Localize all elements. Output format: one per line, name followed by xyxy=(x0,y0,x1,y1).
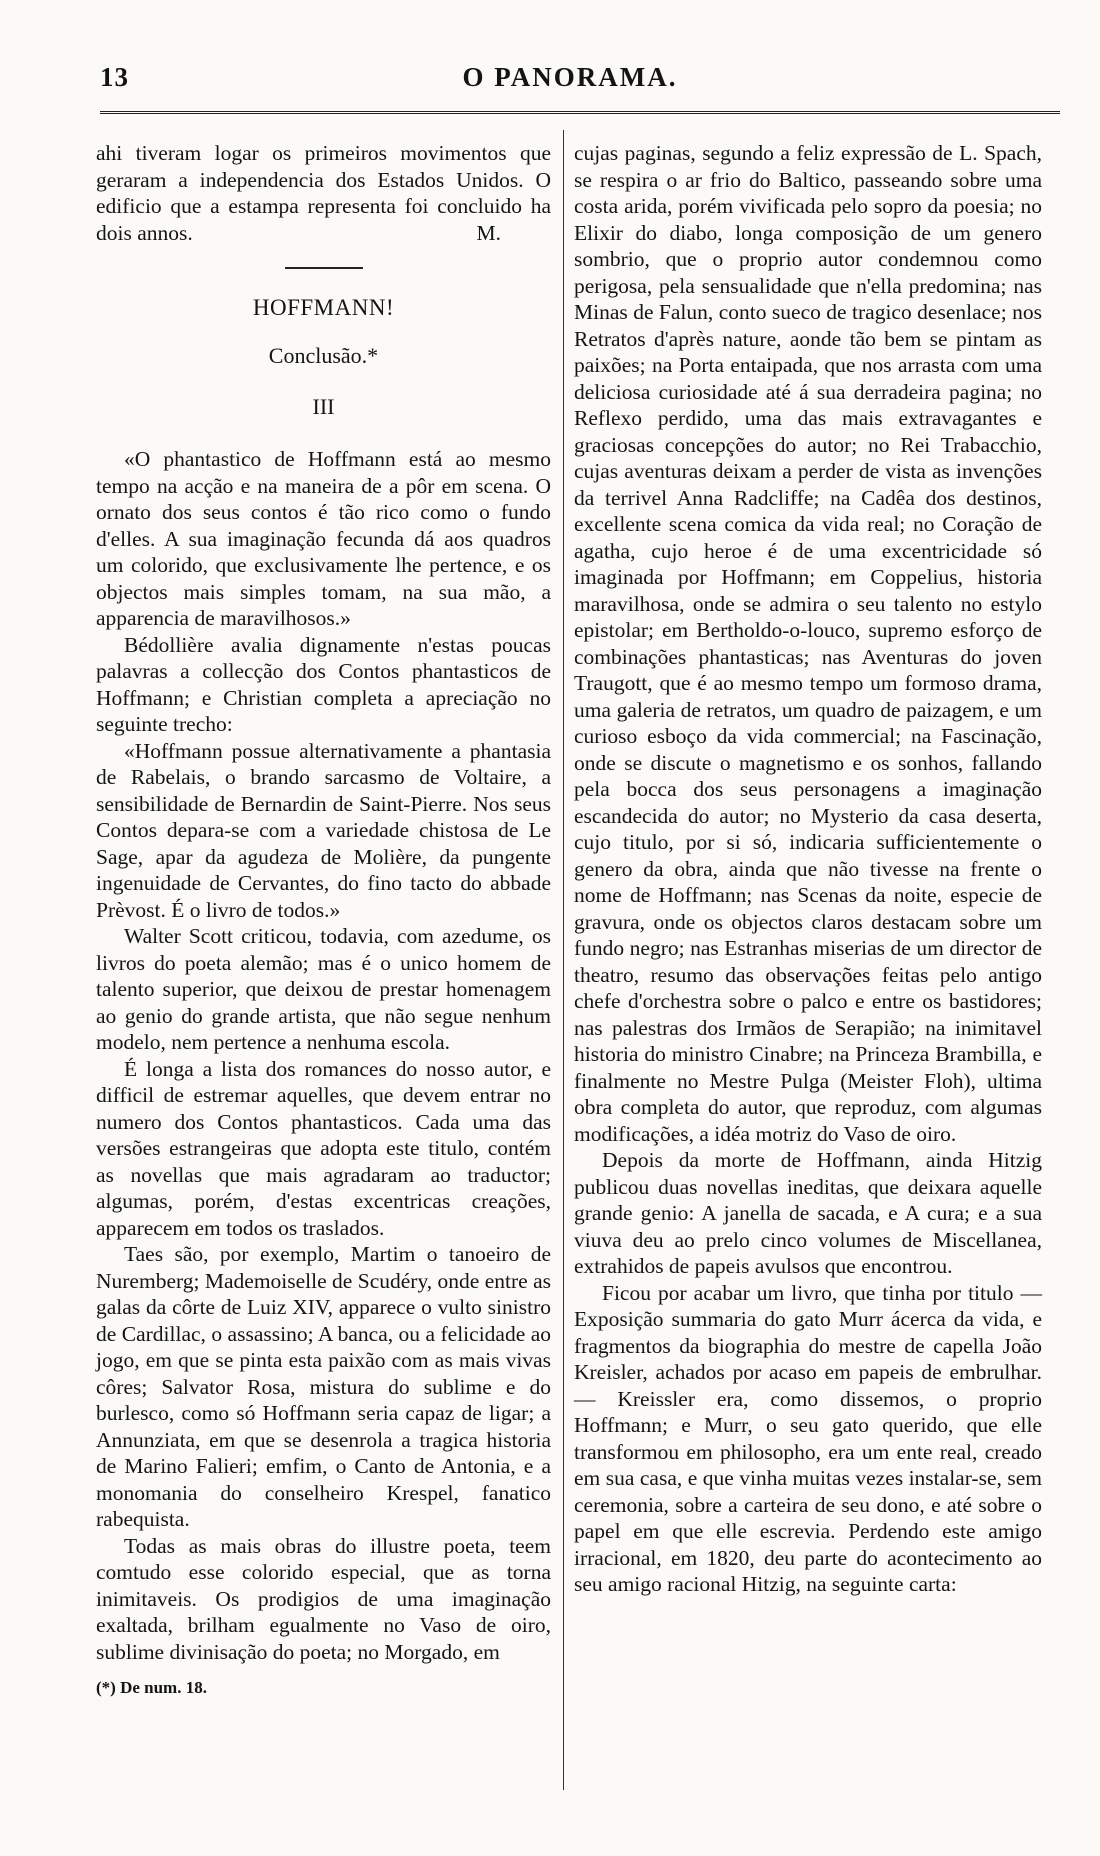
footnote: (*) De num. 18. xyxy=(96,1678,207,1697)
paragraph: Bédollière avalia dignamente n'estas poucas palavras a collecção dos Contos phantasticos de Hoffmann; e Christian completa a apreciação no seguinte trecho: xyxy=(96,632,551,736)
intro-paragraph: ahi tiveram logar os primeiros movimentos que geraram a independencia dos Estados Unidos. O edificio que a estampa representa foi concluido ha dois annos. xyxy=(96,141,551,245)
paragraph: É longa a lista dos romances do nosso autor, e difficil de estremar aquelles, que devem entrar no numero dos Contos phantasticos. Cada uma das versões estrangeiras que adopta este titulo, contém as novellas que mais agradaram ao traductor; algumas, porém, d'estas excentricas creações, apparecem em todos os traslados. xyxy=(96,1056,551,1240)
paragraph: «O phantastico de Hoffmann está ao mesmo tempo na acção e na maneira de a pôr em scena. O ornato dos seus contos é tão rico como o fundo d'elles. A sua imaginação fecunda dá aos quadros um colorido, que exclusivamente lhe pertence, e os objectos mais simples tomam, na sua mão, a apparencia de maravilhosos.» xyxy=(96,447,551,630)
quote-paragraph: «Hoffmann possue alternativamente a phantasia de Rabelais, o brando sarcasmo de Voltaire, a sensibilidade de Bernardin de Saint-Pierre. Nos seus Contos depara-se com a variedade chistosa de Le Sage, apar da agudeza de Molière, da pungente ingenuidade de Cervantes, do fino tacto do abbade Prèvost. É o livro de todos.» xyxy=(96,738,551,922)
article-subtitle: Conclusão.* xyxy=(268,343,379,368)
article-title: HOFFMANN! xyxy=(252,294,395,320)
paragraph: Taes são, por exemplo, Martim o tanoeiro de Nuremberg; Mademoiselle de Scudéry, onde entre as galas da côrte de Luiz XIV, apparece o vulto sinistro de Cardillac, o assassino; A banca, ou a felicidade ao jogo, em que se pinta esta paixão com as mais vivas côres; Salvator Rosa, mistura do sublime e do burlesco, como só Hoffmann seria capaz de ligar; a Annunziata, em que se desenrola a tragica historia de Marino Falieri; emfim, o Canto de Antonia, e a monomania do conselheiro Krespel, fanatico rabequista. xyxy=(96,1242,551,1531)
paragraph: Todas as mais obras do illustre poeta, teem comtudo esse colorido especial, que as torna inimitaveis. Os prodigios de uma imaginação exaltada, brilham egualmente no Vaso de oiro, sublime divinisação do poeta; no Morgado, em xyxy=(96,1533,551,1664)
page-number: 13 xyxy=(100,62,129,92)
header-rule xyxy=(100,111,1060,114)
paragraph: Walter Scott criticou, todavia, com azedume, os livros do poeta alemão; mas é o unico homem de talento superior, que deixou de prestar homenagem ao genio do grande artista, que não segue nenhum modelo, nem pertence a nenhuma escola. xyxy=(96,924,551,1054)
paragraph: Depois da morte de Hoffmann, ainda Hitzig publicou duas novellas ineditas, que deixara aquelle grande genio: A janella de sacada, e A cura; e a sua viuva deu ao prelo cinco volumes de Miscellanea, extrahidos de papeis avulsos que encontrou. xyxy=(574,1148,1042,1278)
right-column xyxy=(574,140,1042,1598)
left-column xyxy=(96,140,551,1702)
column-divider xyxy=(563,130,564,1790)
paragraph: Ficou por acabar um livro, que tinha por titulo — Exposição summaria do gato Murr ácerca da vida, e fragmentos da biographia do mestre de capella João Kreisler, achados por acaso em papeis de embrulhar. — Kreissler era, como dissemos, o proprio Hoffmann; e Murr, o seu gato querido, que elle transformou em philosopho, era um ente real, creado em sua casa, e que vinha muitas vezes instalar-se, sem ceremonia, sobre a carteira de seu dono, e até sobre o papel em que elle escrevia. Perdendo este amigo irracional, em 1820, deu parte do acontecimento ao seu amigo racional Hitzig, na seguinte carta: xyxy=(574,1280,1042,1596)
section-number: III xyxy=(312,393,335,419)
section-separator xyxy=(285,267,363,269)
intro-signature: M. xyxy=(476,221,501,245)
paragraph: cujas paginas, segundo a feliz expressão de L. Spach, se respira o ar frio do Baltico, passeando sobre uma costa arida, porém vivificada pelo sopro da poesia; no Elixir do diabo, longa composição de um genero sombrio, que o proprio autor condemnou como perigosa, pela sensualidade que n'ella predomina; nas Minas de Falun, conto sueco de tragico desenlace; nos Retratos d'après nature, aonde tão bem se pintam as paixões; na Porta entaipada, que nos arrasta com uma deliciosa curiosidade até á sua derradeira pagina; no Reflexo perdido, uma das mais extravagantes e graciosas concepções do autor; no Rei Trabacchio, cujas aventuras deixam a perder de vista as invenções da terrivel Anna Radcliffe; na Cadêa dos destinos, excellente scena comica da vida real; no Coração de agatha, cujo heroe é de uma excentricidade só imaginada por Hoffmann; em Coppelius, historia maravilhosa, onde se admira o seu talento no estylo epistolar; em Bertholdo-o-louco, supremo esforço de combinações phantasticas; nas Aventuras do joven Traugott, que é ao mesmo tempo um formoso drama, uma galeria de retratos, um quadro de paizagem, e um curioso esboço da vida commercial; na Fascinação, onde se discute o magnetismo e os sonhos, fallando pela bocca dos seus personagens a imaginação escandecida do autor; no Mysterio da casa deserta, cujo titulo, por si só, indicaria sufficientemente o genero da obra, ainda que não tivesse na frente o nome de Hoffmann; nas Scenas da noite, especie de gravura, onde os objectos claros destacam sobre um fundo negro; nas Estranhas miserias de um director de theatro, resumo das observações feitas pelo antigo chefe d'orchestra sobre o palco e entre os bastidores; nas palestras dos Irmãos de Serapião; na inimitavel historia do ministro Cinabre; na Princeza Brambilla, e finalmente no Mestre Pulga (Meister Floh), ultima obra completa do autor, que reproduz, com algumas modificações, a idéa motriz do Vaso de oiro. xyxy=(574,141,1042,1146)
page-header xyxy=(100,62,1040,102)
publication-title: O PANORAMA. xyxy=(462,62,678,92)
